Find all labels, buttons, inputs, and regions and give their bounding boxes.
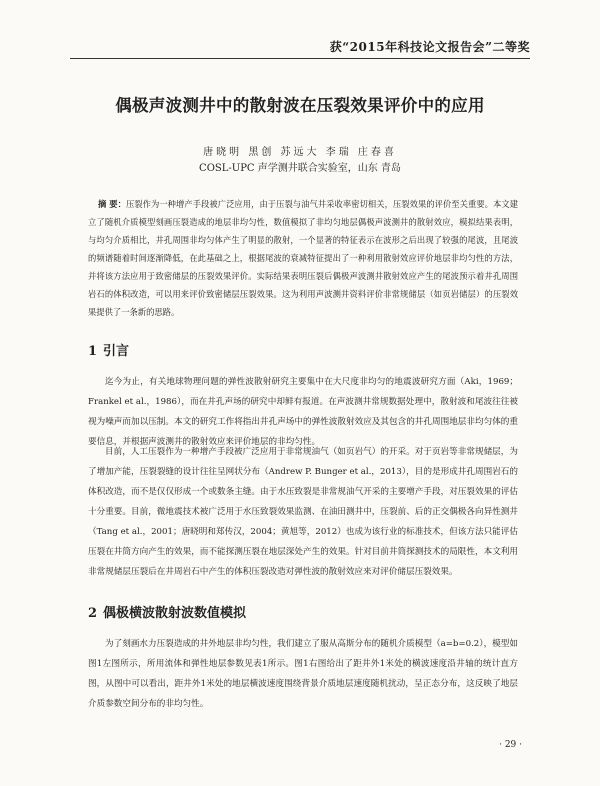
section-title: 偶极横波散射波数值模拟 bbox=[103, 606, 247, 621]
paragraph: 为了刻画水力压裂造成的井外地层非均匀性，我们建立了服从高斯分布的随机介质模型（a=b=0.2），模型如图1左图所示，所用流体和弹性地层参数见表1所示。图1右图给出了距井外1米处的横波速度沿井轴的统计直方图，从图中可以看出，距井外1米处的地层横波速度围绕背景介质地层速度随机扰动，呈正态分布，这反映了地层介质参数空间分布的非均匀性。 bbox=[88, 639, 518, 709]
affiliation: COSL-UPC 声学测井联合实验室，山东 青岛 bbox=[199, 163, 401, 174]
header-rule bbox=[70, 58, 530, 59]
paragraph: 迄今为止，有关地球物理问题的弹性波散射研究主要集中在大尺度非均匀的地震波研究方面（Aki，1969；Frankel et al.，1986），而在井孔声场的研究中却鲜有报道。在声波测井常规数据处理中，散射波和尾波往往被视为噪声而加以压制。本文的研究工作将指出井孔声场中的弹性波散射效应及其包含的井孔周围地层非均匀体的重要信息，并根据声波测井的散射效应来评价地层的非均匀性。 bbox=[88, 377, 518, 447]
section-heading-introduction bbox=[88, 340, 129, 359]
section-heading-simulation bbox=[88, 602, 246, 621]
award-header-text: 获“2015年科技论文报告会”二等奖 bbox=[329, 40, 530, 54]
abstract-label: 摘 要： bbox=[98, 199, 126, 209]
author-list: 唐晓明 黑创 苏远大 李瑞 庄春喜 bbox=[203, 147, 397, 158]
paper-title: 偶极声波测井中的散射波在压裂效果评价中的应用 bbox=[115, 96, 485, 115]
abstract-text: 压裂作为一种增产手段被广泛应用，由于压裂与油气井采收率密切相关，压裂效果的评价至关重要。本文建立了随机介质模型刻画压裂造成的地层非均匀性，数值模拟了非均匀地层偶极声波测井的散射效应，模拟结果表明，与均匀介质相比，井孔周围非均匀体产生了明显的散射，一个显著的特征表示在波形之后出现了较强的尾波，且尾波的频谱随着时间逐渐降低，在此基础之上，根据尾波的衰减特征提出了一种利用散射效应评价地层非均匀性的方法，并将该方法应用于致密储层的压裂效果评价。实际结果表明压裂后偶极声波测井散射效应产生的尾波预示着井孔周围岩石的体积改造，可以用来评价致密储层压裂效果。这为利用声波测井资料评价非常规储层（如页岩储层）的压裂效果提供了一条新的思路。 bbox=[88, 199, 518, 317]
paragraph: 目前，人工压裂作为一种增产手段被广泛应用于非常规油气（如页岩气）的开采。对于页岩等非常规储层，为了增加产能，压裂裂缝的设计往往呈网状分布（Andrew P. Bunger et al.，2013），目的是形成井孔周围岩石的体积改造，而不是仅仅形成一个或数条主缝。由于水压致裂是非常规油气开采的主要增产手段，对压裂效果的评估十分重要。目前，微地震技术被广泛用于水压致裂效果监测、在油田测井中，压裂前、后的正交偶极各向异性测井（Tang et al.，2001；唐晓明和郑传汉，2004；黄旭等，2012）也成为该行业的标准技术，但该方法只能评估压裂在井筒方向产生的效果，而不能探测压裂在地层深处产生的效果。针对目前井筒探测技术的局限性，本文利用非常规储层压裂后在井周岩石中产生的体积压裂改造对弹性波的散射效应来对评价储层压裂效果。 bbox=[88, 447, 518, 577]
section-title: 引言 bbox=[103, 344, 130, 359]
page-number: · 29 · bbox=[499, 740, 522, 750]
section-number: 2 bbox=[88, 606, 98, 621]
section-number: 1 bbox=[88, 344, 98, 359]
abstract bbox=[88, 195, 518, 321]
running-header bbox=[0, 38, 600, 60]
